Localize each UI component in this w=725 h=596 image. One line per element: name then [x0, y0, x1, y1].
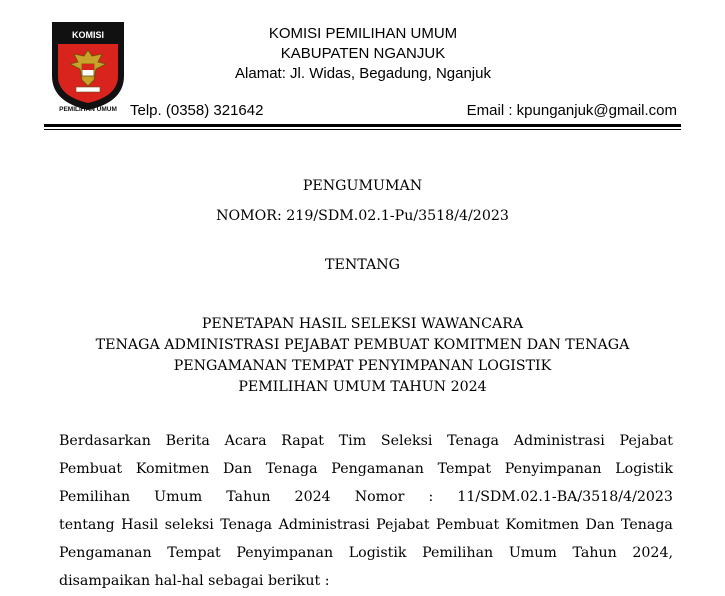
body-word: Logistik — [348, 545, 407, 561]
body-word: Pemilihan — [59, 489, 131, 505]
heading-line: PENETAPAN HASIL SELEKSI WAWANCARA — [201, 316, 524, 332]
org-name: KOMISI PEMILIHAN UMUM — [268, 25, 458, 42]
body-word: seleksi — [164, 517, 214, 533]
logo-bottom-text: PEMILIHAN UMUM — [59, 106, 117, 113]
body-word: Komitmen — [135, 461, 210, 477]
body-paragraph — [59, 427, 673, 595]
body-word: Umum — [154, 489, 203, 505]
header-divider-thin — [44, 129, 681, 130]
body-word: Administrasi — [278, 517, 370, 533]
body-word: tentang — [59, 517, 115, 533]
body-word: Komitmen — [505, 517, 580, 533]
body-word: Tahun — [572, 545, 617, 561]
body-word: Tim — [338, 433, 367, 449]
heading-line: TENAGA ADMINISTRASI PEJABAT PEMBUAT KOMITMEN DAN TENAGA — [95, 337, 630, 353]
heading-line: PENGAMANAN TEMPAT PENYIMPANAN LOGISTIK — [173, 358, 552, 374]
body-word: Pejabat — [619, 433, 673, 449]
body-word: Penyimpanan — [236, 545, 334, 561]
body-word: Pembuat — [436, 517, 500, 533]
body-word: Logistik — [615, 461, 673, 477]
body-word: Berita — [165, 433, 210, 449]
body-word: Hasil — [121, 517, 159, 533]
logo-top-text: KOMISI — [71, 30, 105, 40]
body-word: 2024, — [632, 545, 673, 561]
body-word: Rapat — [281, 433, 324, 449]
body-word: Pembuat — [59, 461, 123, 477]
body-word: Tempat — [167, 545, 221, 561]
announcement-about: TENTANG — [325, 257, 400, 273]
body-word: Tempat — [437, 461, 492, 477]
body-word: Tenaga — [621, 517, 673, 533]
announcement-title: PENGUMUMAN — [302, 178, 423, 194]
body-word: Pengamanan — [331, 461, 424, 477]
body-word: Tenaga — [265, 461, 318, 477]
body-word: Penyimpanan — [504, 461, 602, 477]
justified-lines — [59, 427, 673, 567]
body-word: Pengamanan — [59, 545, 152, 561]
body-word: Berdasarkan — [59, 433, 151, 449]
body-word: Administrasi — [513, 433, 605, 449]
body-line — [59, 511, 673, 539]
announcement-number: NOMOR: 219/SDM.02.1-Pu/3518/4/2023 — [216, 208, 509, 224]
header-divider-thick — [44, 124, 681, 127]
email-address: Email : kpunganjuk@gmail.com — [466, 102, 677, 119]
heading-line: PEMILIHAN UMUM TAHUN 2024 — [238, 379, 487, 395]
org-address: Alamat: Jl. Widas, Begadung, Nganjuk — [235, 65, 491, 82]
body-word: Pemilihan — [422, 545, 494, 561]
phone-number: Telp. (0358) 321642 — [130, 102, 264, 119]
body-word: Tenaga — [220, 517, 273, 533]
kpu-logo — [44, 14, 132, 114]
body-line — [59, 455, 673, 483]
body-word: Tenaga — [447, 433, 500, 449]
body-line — [59, 539, 673, 567]
body-word: : — [428, 489, 434, 505]
body-word: 11/SDM.02.1-BA/3518/4/2023 — [457, 489, 673, 505]
org-region: KABUPATEN NGANJUK — [280, 45, 446, 62]
org-header — [210, 24, 516, 84]
body-last-line: disampaikan hal-hal sebagai berikut : — [59, 573, 330, 589]
body-word: Dan — [585, 517, 615, 533]
body-word: Tahun — [226, 489, 271, 505]
body-word: Pejabat — [376, 517, 430, 533]
body-word: 2024 — [294, 489, 331, 505]
body-line — [59, 483, 673, 511]
body-line — [59, 427, 673, 455]
body-word: Nomor — [354, 489, 405, 505]
body-word: Acara — [224, 433, 267, 449]
body-word: Umum — [508, 545, 557, 561]
body-word: Seleksi — [380, 433, 433, 449]
body-word: Dan — [223, 461, 252, 477]
